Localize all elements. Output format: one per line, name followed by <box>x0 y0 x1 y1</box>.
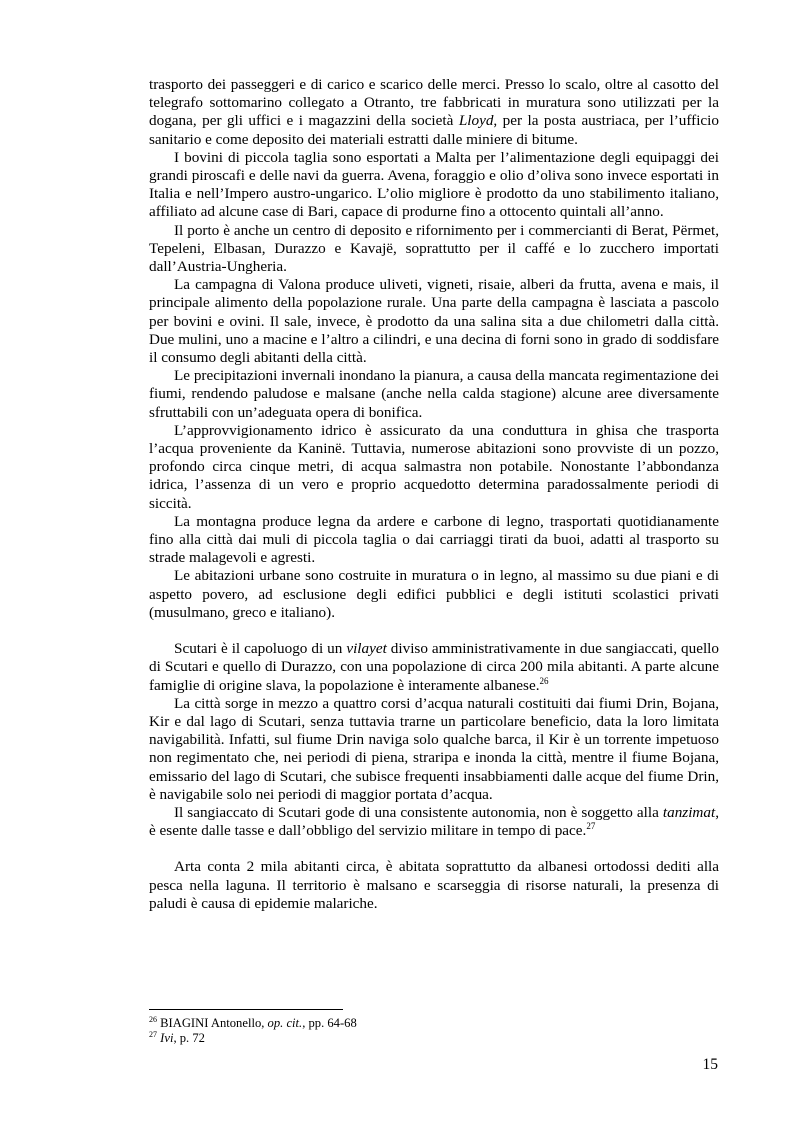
text-run: Scutari è il capoluogo di un <box>174 640 347 658</box>
text-run: Le abitazioni urbane sono costruite in muratura o in legno, al massimo su due piani e di aspetto povero, ad esclusione degli edifici pubblici e degli istituti scolastici privati (musulmano, greco e italiano). <box>149 567 719 621</box>
text-run: La montagna produce legna da ardere e carbone di legno, trasportati quotidianamente fino alla città dai muli di piccola taglia o dai carriaggi tirati da buoi, adatti al trasporto su strade malagevoli e agresti. <box>149 512 719 567</box>
footnote-marker: 27 <box>586 821 596 832</box>
paragraph <box>149 367 719 422</box>
text-run: Arta conta 2 mila abitanti circa, è abitata soprattutto da albanesi ortodossi dediti alla pesca nella laguna. Il territorio è malsano e scarseggia di risorse naturali, la presenza di paludi è causa di epidemie malariche. <box>149 858 719 912</box>
footnote <box>149 1031 719 1046</box>
italic-text: op. cit. <box>267 1016 303 1030</box>
italic-text: tanzimat <box>662 803 716 821</box>
body-text <box>149 76 719 913</box>
text-run: , p. 72 <box>173 1030 205 1045</box>
paragraph <box>149 804 719 840</box>
italic-text: Lloyd <box>458 112 494 130</box>
italic-text: Ivi <box>160 1030 174 1045</box>
page-number: 15 <box>702 1056 718 1073</box>
text-run: , per la posta austriaca, per l’ufficio sanitario e come deposito dei materiali estratti dalle miniere di bitume. <box>149 112 719 148</box>
paragraph <box>149 149 719 222</box>
text-run: diviso amministrativamente in due sangiaccati, quello di Scutari e quello di Durazzo, con una popolazione di circa 200 mila abitanti. A parte alcune famiglie di origine slava, la popolazione è interamente albanese. <box>149 640 719 694</box>
text-run: Il porto è anche un centro di deposito e rifornimento per i commercianti di Berat, Përmet, Tepeleni, Elbasan, Durazzo e Kavajë, soprattutto per il caffé e lo zucchero importati dall’Austria-Ungheria. <box>149 221 719 276</box>
text-run: La campagna di Valona produce uliveti, vigneti, risaie, alberi da frutta, avena e mais, il principale alimento della popolazione rurale. Una parte della campagna è lasciata a pascolo per bovini e ovini. Il sale, invece, è prodotto da una salina sita a due chilometri dalla città. Due mulini, uno a macine e l’altro a cilindri, e una decina di forni sono in grado di soddisfare il consumo degli abitanti della città. <box>149 276 719 367</box>
text-run: BIAGINI Antonello, <box>157 1016 268 1030</box>
paragraph <box>149 76 719 149</box>
footnote-separator <box>149 1009 343 1010</box>
footnote <box>149 1016 719 1031</box>
paragraph <box>149 222 719 277</box>
paragraph <box>149 422 719 513</box>
text-run: Le precipitazioni invernali inondano la pianura, a causa della mancata regimentazione dei fiumi, rendendo paludose e malsane (anche nella calda stagione) alcune aree diversamente sfruttabili con un’adeguata opera di bonifica. <box>149 367 719 421</box>
paragraph <box>149 858 719 913</box>
paragraph <box>149 513 719 568</box>
footnote-marker: 27 <box>149 1029 157 1039</box>
paragraph <box>149 567 719 622</box>
paragraph <box>149 640 719 695</box>
text-run: , è esente dalle tasse e dall’obbligo del servizio militare in tempo di pace. <box>149 803 719 840</box>
text-run: Il sangiaccato di Scutari gode di una consistente autonomia, non è soggetto alla <box>174 803 663 821</box>
text-run: L’approvvigionamento idrico è assicurato da una conduttura in ghisa che trasporta l’acqua proveniente da Kaninë. Tuttavia, numerose abitazioni sono provviste di un pozzo, profondo circa cinque metri, di acqua salmastra non potabile. Nonostante l’abbondanza idrica, l’assenza di un vero e proprio acquedotto determina paradossalmente periodi di siccità. <box>149 421 719 512</box>
section-break <box>149 622 719 640</box>
text-run: I bovini di piccola taglia sono esportati a Malta per l’alimentazione degli equipaggi dei grandi piroscafi e delle navi da guerra. Avena, foraggio e olio d’oliva sono invece esportati in Italia e nell’Impero austro-ungarico. L’olio migliore è prodotto da uno stabilimento italiano, affiliato ad alcune case di Bari, capace di produrne fino a ottocento quintali all’anno. <box>149 148 719 221</box>
footnote-marker: 26 <box>149 1014 157 1024</box>
paragraph <box>149 276 719 367</box>
paragraph <box>149 695 719 804</box>
text-run: , pp. 64-68 <box>302 1016 357 1030</box>
section-break <box>149 840 719 858</box>
footnote-marker: 26 <box>539 675 549 686</box>
text-run: La città sorge in mezzo a quattro corsi d’acqua naturali costituiti dai fiumi Drin, Bojana, Kir e dal lago di Scutari, senza tuttavia trarne un particolare beneficio, data la loro limitata navigabilità. Infatti, sul fiume Drin naviga solo qualche barca, il Kir è un torrente impetuoso non regimentato che, nei periodi di piena, straripa e inonda la città, mentre il fiume Bojana, emissario del lago di Scutari, che subisce frequenti insabbiamenti dalle acque del fiume Drin, è navigabile solo nei periodi di maggior portata d’acqua. <box>149 694 719 803</box>
italic-text: vilayet <box>346 640 387 658</box>
text-run: trasporto dei passeggeri e di carico e scarico delle merci. Presso lo scalo, oltre al casotto del telegrafo sottomarino collegato a Otranto, tre fabbricati in muratura sono utilizzati per la dogana, per gli uffici e i magazzini della società <box>149 76 719 130</box>
footnotes <box>149 1016 719 1045</box>
